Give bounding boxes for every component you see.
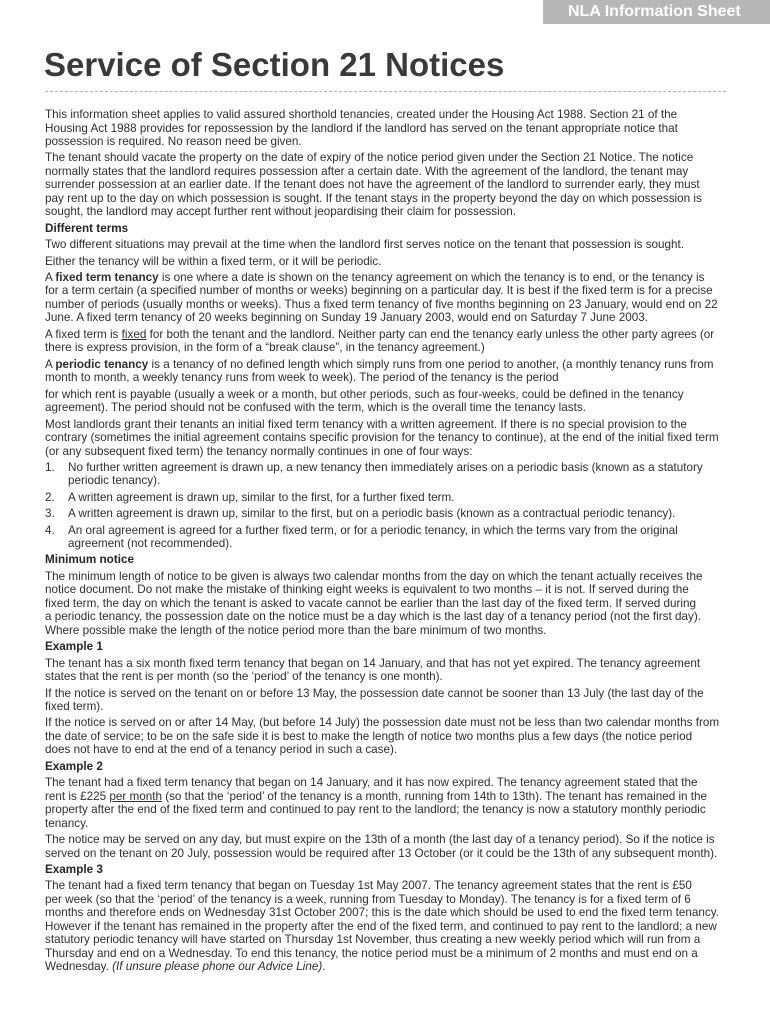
text-line: A written agreement is drawn up, similar to the first, but on a periodic basis (known as a contractual periodic tenancy). bbox=[68, 507, 676, 521]
underlined-term: fixed bbox=[121, 327, 147, 341]
text-run: is a tenancy of no defined length which simply runs from one period to another, (a monthly tenancy runs from bbox=[148, 357, 714, 371]
text-line: The tenant should vacate the property on the date of expiry of the notice period given under the Section 21 Notice. The notice bbox=[45, 151, 694, 165]
text-run: is one where a date is shown on the tenancy agreement on which the tenancy is to end, or the tenancy is bbox=[158, 270, 705, 284]
text-line: Two different situations may prevail at the time when the landlord first serves notice on the tenant that possession is sought. bbox=[45, 238, 685, 252]
text-line: The tenant had a fixed term tenancy that began on 14 January, and it has now expired. The tenancy agreement stated that the bbox=[45, 776, 698, 790]
text-line: Thursday and end on a Wednesday. To end this tenancy, the notice period must be a minimum of 2 months and must end on a bbox=[45, 946, 698, 960]
text-line: fixed term). bbox=[45, 700, 104, 714]
text-line: Where possible make the length of the notice period more than the bare minimum of two months. bbox=[45, 623, 547, 637]
text-line: contrary (sometimes the initial agreement contains specific provision for the tenancy to continue), at the end of the initial fixed term bbox=[45, 431, 719, 445]
bold-term: fixed term tenancy bbox=[55, 270, 159, 284]
text-line: agreement (not recommended). bbox=[68, 537, 233, 551]
paragraph bbox=[45, 255, 745, 269]
text-line: If the notice is served on or after 14 May, (but before 14 July) the possession date must not be less than two calendar months from bbox=[45, 716, 720, 730]
text-line: for which rent is payable (usually a week or a month, but other periods, such as four-weeks, could be defined in the tenancy bbox=[45, 387, 684, 401]
text-line: for a term certain (a specified number of months or weeks) beginning on a particular day. It is best if the fixed term is for a precise bbox=[45, 284, 713, 298]
bold-term: periodic tenancy bbox=[55, 357, 149, 371]
text-line: The tenant had a fixed term tenancy that began on Tuesday 1st May 2007. The tenancy agreement states that the rent is £50 bbox=[45, 879, 692, 893]
text-line: Either the tenancy will be within a fixed term, or it will be periodic. bbox=[45, 254, 382, 268]
list-item bbox=[45, 524, 745, 551]
paragraph bbox=[45, 151, 745, 219]
paragraph bbox=[45, 776, 745, 830]
paragraph bbox=[45, 879, 745, 974]
paragraph bbox=[45, 271, 745, 325]
paragraph bbox=[45, 388, 745, 415]
section-heading: Different terms bbox=[45, 221, 129, 235]
text-line: month to month, a weekly tenancy runs from week to week). The period of the tenancy is the period bbox=[45, 371, 559, 385]
paragraph bbox=[45, 108, 745, 149]
text-line: states that the rent is per month (so the ‘period’ of the tenancy is one month). bbox=[45, 670, 443, 684]
text-line: tenancy. bbox=[45, 816, 89, 830]
text-line: The minimum length of notice to be given is always two calendar months from the day on which the tenant actually receives the bbox=[45, 569, 703, 583]
text-line bbox=[45, 790, 745, 804]
text-line: the date of service; to be on the safe side it is best to make the length of notice two months plus a few days (the notice period bbox=[45, 729, 693, 743]
text-line: possession is required. No reason need be given. bbox=[45, 135, 302, 148]
text-line: If the notice is served on the tenant on or before 13 May, the possession date cannot be sooner than 13 July (the last day of the bbox=[45, 686, 704, 700]
list-number: 2. bbox=[45, 490, 55, 504]
text-run: rent is £225 bbox=[45, 789, 110, 803]
paragraph bbox=[45, 833, 745, 860]
text-line: per week (so that the ‘period’ of the tenancy is a week, running from Tuesday to Monday). The tenancy is for a fixed term of 6 bbox=[45, 892, 691, 906]
text-line: does not have to end at the end of a tenancy period in such a case). bbox=[45, 743, 398, 757]
section-heading: Minimum notice bbox=[45, 553, 134, 567]
text-line: fixed term, the day on which the tenant is asked to vacate cannot be earlier than the last day of the fixed term. If served during bbox=[45, 596, 696, 610]
text-line bbox=[45, 960, 745, 974]
text-line: property after the end of the fixed term and continued to pay rent to the landlord; the tenancy is now a statutory monthly periodic bbox=[45, 803, 706, 817]
text-line: The notice may be served on any day, but must expire on the 13th of a month (the last day of a tenancy period). So if the notice is bbox=[45, 833, 715, 847]
text-line: normally states that the landlord requires possession after a certain date. With the agreement of the landlord, the tenant may bbox=[45, 164, 689, 178]
text-line bbox=[45, 328, 745, 342]
text-line: However if the tenant has remained in the property after the end of the fixed term, and continued to pay rent to the landlord; a new bbox=[45, 919, 717, 933]
text-line: there is express provision, in the form of a “break clause”, in the tenancy agreement.) bbox=[45, 341, 485, 355]
text-line: (or any subsequent fixed term) the tenancy normally continues in one of four ways: bbox=[45, 444, 473, 458]
text-line: Most landlords grant their tenants an initial fixed term tenancy with a written agreement. If there is no special provision to the bbox=[45, 417, 687, 431]
paragraph bbox=[45, 570, 745, 638]
text-line: number of periods (usually months or weeks). Thus a fixed term tenancy of five months beginning on 23 January, would end on 22 bbox=[45, 297, 718, 311]
text-line: June. A fixed term tenancy of 20 weeks beginning on Sunday 19 January 2003, would end on Saturday 7 June 2003. bbox=[45, 311, 648, 325]
section-heading: Example 1 bbox=[45, 640, 103, 654]
paragraph bbox=[45, 358, 745, 385]
text-line: Housing Act 1988 provides for repossession by the landlord if the landlord has served on the tenant appropriate notice that bbox=[45, 121, 678, 135]
document-body bbox=[45, 108, 745, 974]
text-run: Wednesday. bbox=[45, 960, 113, 974]
paragraph bbox=[45, 418, 745, 459]
text-line: statutory periodic tenancy will have started on Thursday 1st November, thus creating a new weekly period which will run from a bbox=[45, 933, 701, 947]
text-run: for both the tenant and the landlord. Neither party can end the tenancy early unless the other party agrees (or bbox=[146, 327, 715, 341]
paragraph bbox=[45, 657, 745, 684]
list-item bbox=[45, 507, 745, 521]
text-line: surrender possession at an earlier date. If the tenant does not have the agreement of the landlord to surrender early, they must bbox=[45, 178, 700, 192]
list-item bbox=[45, 461, 745, 488]
text-line: agreement). The period should not be confused with the term, which is the overall time the tenancy lasts. bbox=[45, 401, 586, 415]
text-line: notice document. Do not make the mistake of thinking eight weeks is equivalent to two months – it is not. If served during the bbox=[45, 583, 689, 597]
paragraph bbox=[45, 328, 745, 355]
paragraph bbox=[45, 238, 745, 252]
text-line: served on the tenant on 20 July, possession would be required after 13 October (or it could be the 13th of any subsequent month). bbox=[45, 846, 718, 860]
text-line: An oral agreement is agreed for a further fixed term, or for a periodic tenancy, in which the terms vary from the original bbox=[68, 523, 678, 537]
badge-label: NLA Information Sheet bbox=[568, 3, 741, 20]
section-heading: Example 2 bbox=[45, 759, 103, 773]
italic-note: (If unsure please phone our Advice Line) bbox=[112, 960, 323, 974]
text-run: A bbox=[45, 270, 56, 284]
text-line bbox=[45, 271, 745, 285]
text-line: pay rent up to the day on which possession is sought. If the tenant stays in the property beyond the day on which possession is bbox=[45, 191, 702, 205]
text-line bbox=[45, 358, 745, 372]
text-run: (so that the ‘period’ of the tenancy is a month, running from 14th to 13th). The tenant has remained in the bbox=[161, 789, 708, 803]
list-number: 1. bbox=[45, 460, 55, 474]
title-divider bbox=[45, 91, 726, 92]
text-line: This information sheet applies to valid assured shorthold tenancies, created under the Housing Act 1988. Section 21 of the bbox=[45, 108, 678, 121]
list-number: 3. bbox=[45, 507, 55, 521]
text-line: a periodic tenancy, the possession date on the notice must be a day which is the last day of a tenancy period (not the first day). bbox=[45, 610, 701, 624]
text-line: The tenant has a six month fixed term tenancy that began on 14 January, and that has not yet expired. The tenancy agreement bbox=[45, 656, 701, 670]
paragraph bbox=[45, 687, 745, 714]
underlined-term: per month bbox=[109, 789, 162, 803]
section-heading: Example 3 bbox=[45, 862, 103, 876]
text-line: A written agreement is drawn up, similar to the first, for a further fixed term. bbox=[68, 490, 455, 504]
page-title: Service of Section 21 Notices bbox=[44, 46, 505, 83]
info-sheet-badge bbox=[543, 0, 770, 24]
text-run: A fixed term is bbox=[45, 327, 122, 341]
text-line: months and therefore ends on Wednesday 31st October 2007; this is the date which should be used to end the fixed term tenancy. bbox=[45, 906, 719, 920]
text-run: . bbox=[322, 960, 326, 974]
paragraph bbox=[45, 716, 745, 757]
list-item bbox=[45, 491, 745, 505]
text-run: A bbox=[45, 357, 56, 371]
text-line: sought, the landlord may accept further rent without jeopardising their claim for possession. bbox=[45, 205, 516, 219]
list-number: 4. bbox=[45, 523, 55, 537]
text-line: periodic tenancy). bbox=[68, 474, 161, 488]
text-line: No further written agreement is drawn up, a new tenancy then immediately arises on a periodic basis (known as a statutory bbox=[68, 460, 703, 474]
